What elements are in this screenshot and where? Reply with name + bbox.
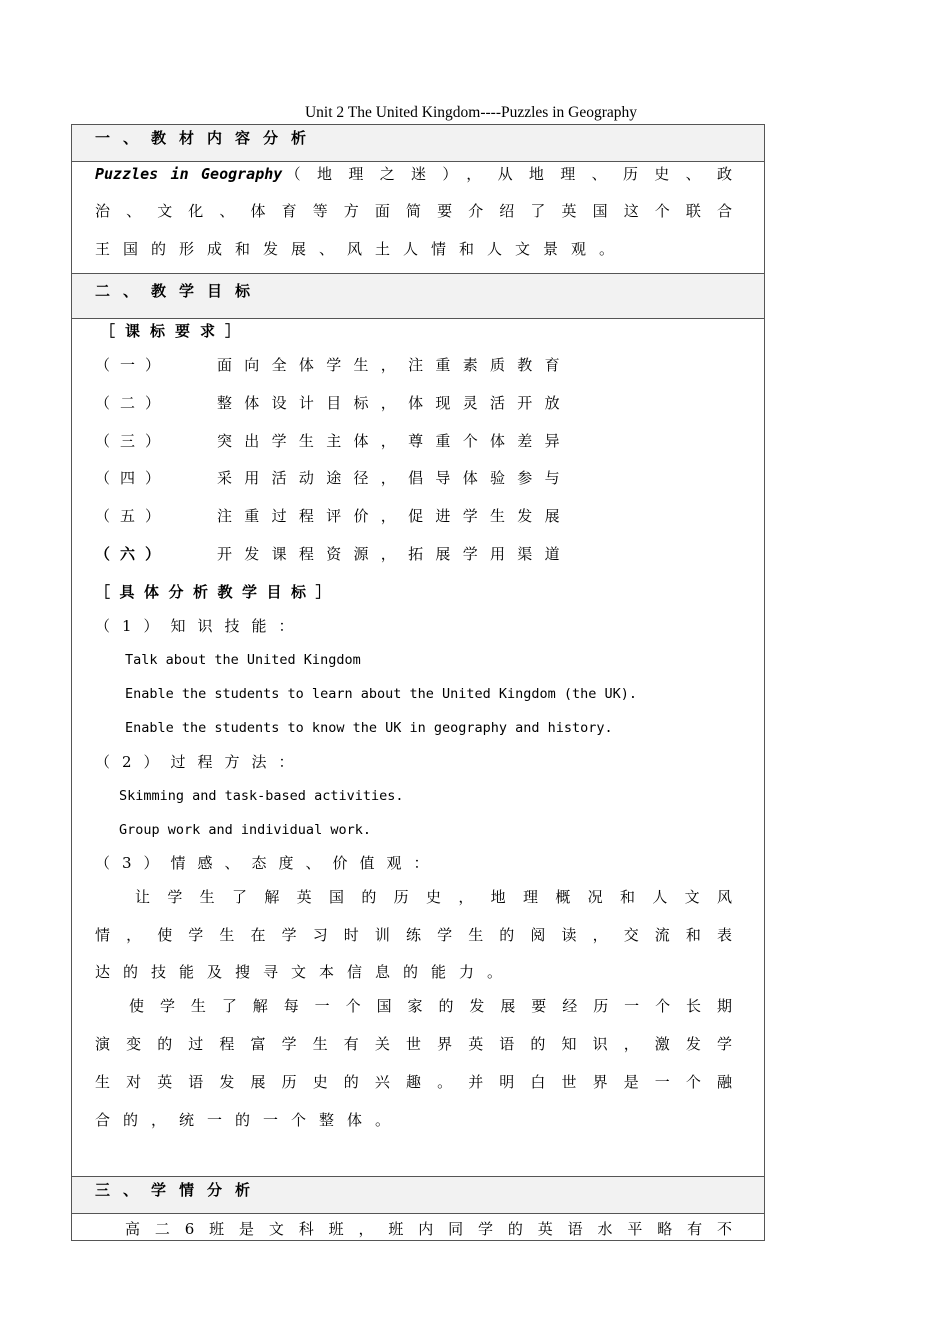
s1-line-1 — [95, 164, 745, 184]
document-title: Unit 2 The United Kingdom----Puzzles in Geography — [304, 104, 638, 121]
req-text: 面向全体学生，注重素质教育 — [217, 356, 572, 374]
process-item: Skimming and task-based activities. — [119, 788, 404, 804]
knowledge-item: Talk about the United Kingdom — [125, 652, 361, 668]
req-num: （六） — [95, 545, 171, 563]
knowledge-heading: （1）知识技能： — [95, 617, 306, 635]
req-text: 注重过程评价，促进学生发展 — [217, 507, 572, 525]
emotion-para-2-line: 生对英语发展历史的兴趣。并明白世界是一个融 — [95, 1073, 745, 1091]
req-num: （四） — [95, 469, 171, 487]
knowledge-item: Enable the students to know the UK in geography and history. — [125, 720, 613, 736]
req-num: （一） — [95, 356, 171, 374]
emotion-para-1-line: 让学生了解英国的历史，地理概况和人文风 — [135, 888, 745, 906]
req-text: 整体设计目标，体现灵活开放 — [217, 394, 572, 412]
s3-line-1: 高二6班是文科班，班内同学的英语水平略有不 — [125, 1220, 745, 1238]
emotion-para-2-line: 使学生了解每一个国家的发展要经历一个长期 — [129, 997, 745, 1015]
req-num: （三） — [95, 432, 171, 450]
emotion-heading: （3）情感、态度、价值观： — [95, 854, 441, 872]
knowledge-item: Enable the students to learn about the United Kingdom (the UK). — [125, 686, 638, 702]
emotion-para-2-line: 演变的过程富学生有关世界英语的知识，激发学 — [95, 1035, 745, 1053]
emotion-para-2-line: 合的，统一的一个整体。 — [95, 1111, 404, 1129]
req-num: （五） — [95, 507, 171, 525]
section-3-heading: 三、学情分析 — [95, 1181, 264, 1199]
requirements-heading: ［课标要求］ — [100, 322, 251, 340]
process-item: Group work and individual work. — [119, 822, 371, 838]
s1-line-3: 王国的形成和发展、风土人情和人文景观。 — [95, 240, 628, 258]
req-text: 突出学生主体，尊重个体差异 — [217, 432, 572, 450]
s1-line-2: 治、文化、体育等方面简要介绍了英国这个联合 — [95, 202, 745, 220]
req-text: 开发课程资源，拓展学用渠道 — [217, 545, 572, 563]
s1-line-1-rest: （地理之迷），从地理、历史、政 — [282, 165, 745, 183]
req-num: （二） — [95, 394, 171, 412]
section-1-heading: 一、教材内容分析 — [95, 129, 320, 147]
emotion-para-1-line: 情，使学生在学习时训练学生的阅读，交流和表 — [95, 926, 745, 944]
req-text: 采用活动途径，倡导体验参与 — [217, 469, 572, 487]
s1-italic-title: Puzzles in Geography — [95, 165, 283, 183]
emotion-para-1-line: 达的技能及搜寻文本信息的能力。 — [95, 963, 516, 981]
analysis-heading: ［具体分析教学目标］ — [95, 583, 341, 601]
section-2-heading: 二、教学目标 — [95, 282, 264, 300]
process-heading: （2）过程方法： — [95, 753, 306, 771]
